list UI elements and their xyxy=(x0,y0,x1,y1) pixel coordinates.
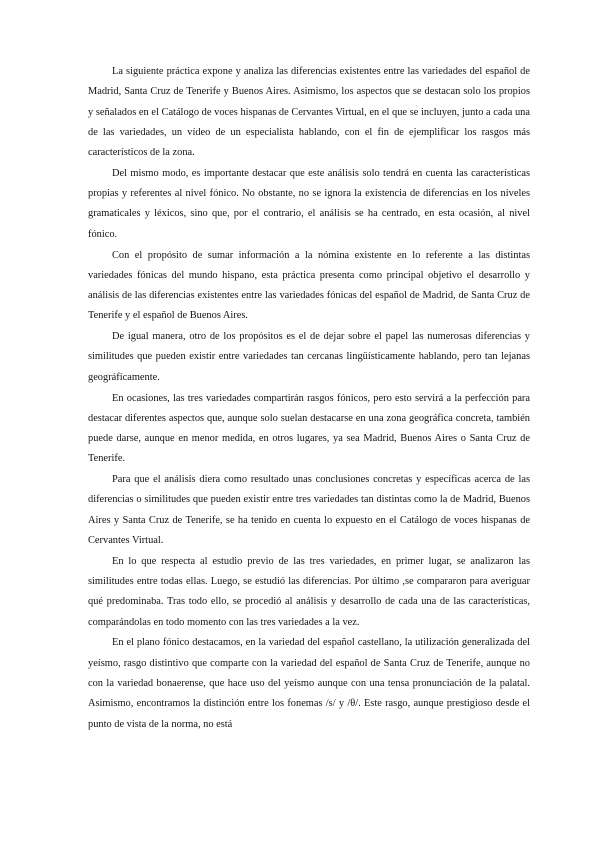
paragraph: Del mismo modo, es importante destacar que este análisis solo tendrá en cuenta las características propias y referentes al nivel fónico. No obstante, no se ignora la existencia de diferencias en los niveles gramaticales y léxicos, sino que, por el contrario, el análisis se ha centrado, en esta ocasión, al nivel fónico. xyxy=(88,167,530,240)
paragraph: La siguiente práctica expone y analiza las diferencias existentes entre las variedades del español de Madrid, Santa Cruz de Tenerife y Buenos Aires. Asimismo, los aspectos que se destacan solo los propios y señalados en el Catálogo de voces hispanas de Cervantes Virtual, en el que se incluyen, junto a cada una de las variedades, un vídeo de un especialista hablando, con el fin de ejemplificar los rasgos más característicos de la zona. xyxy=(88,66,530,159)
paragraph: En ocasiones, las tres variedades compartirán rasgos fónicos, pero esto servirá a la perfección para destacar diferentes aspectos que, aunque solo suelan destacarse en una zona geográfica concreta, también puede darse, aunque en menor medida, en otros lugares, ya sea Madrid, Buenos Aires o Santa Cruz de Tenerife. xyxy=(88,392,530,465)
paragraph: Con el propósito de sumar información a la nómina existente en lo referente a las distintas variedades fónicas del mundo hispano, esta práctica presenta como principal objetivo el desarrollo y análisis de las diferencias existentes entre las variedades fónicas del español de Madrid, de Santa Cruz de Tenerife y el español de Buenos Aires. xyxy=(88,249,530,322)
paragraph: Para que el análisis diera como resultado unas conclusiones concretas y específicas acerca de las diferencias o similitudes que pueden existir entre tres variedades tan distintas como la de Madrid, Buenos Aires y Santa Cruz de Tenerife, se ha tenido en cuenta lo expuesto en el Catálogo de voces hispanas de Cervantes Virtual. xyxy=(88,474,530,546)
paragraph: De igual manera, otro de los propósitos es el de dejar sobre el papel las numerosas diferencias y similitudes que pueden existir entre variedades tan cercanas lingüísticamente hablando, pero tan lejanas geográficamente. xyxy=(88,331,530,383)
document-body xyxy=(88,62,530,735)
paragraph: En el plano fónico destacamos, en la variedad del español castellano, la utilización generalizada del yeísmo, rasgo distintivo que comparte con la variedad del español de Santa Cruz de Tenerife, aunque no con la variedad bonaerense, que hace uso del yeísmo aunque con una tensa pronunciación de la palatal. Asimismo, encontramos la distinción entre los fonemas /s/ y /θ/. Este rasgo, aunque prestigioso desde el punto de vista de la norma, no está xyxy=(88,637,530,730)
paragraph: En lo que respecta al estudio previo de las tres variedades, en primer lugar, se analizaron las similitudes entre todas ellas. Luego, se estudió las diferencias. Por último ,se compararon para averiguar qué predominaba. Tras todo ello, se procedió al análisis y desarrollo de cada una de las características, comparándolas en todo momento con las tres variedades a la vez. xyxy=(88,555,530,628)
